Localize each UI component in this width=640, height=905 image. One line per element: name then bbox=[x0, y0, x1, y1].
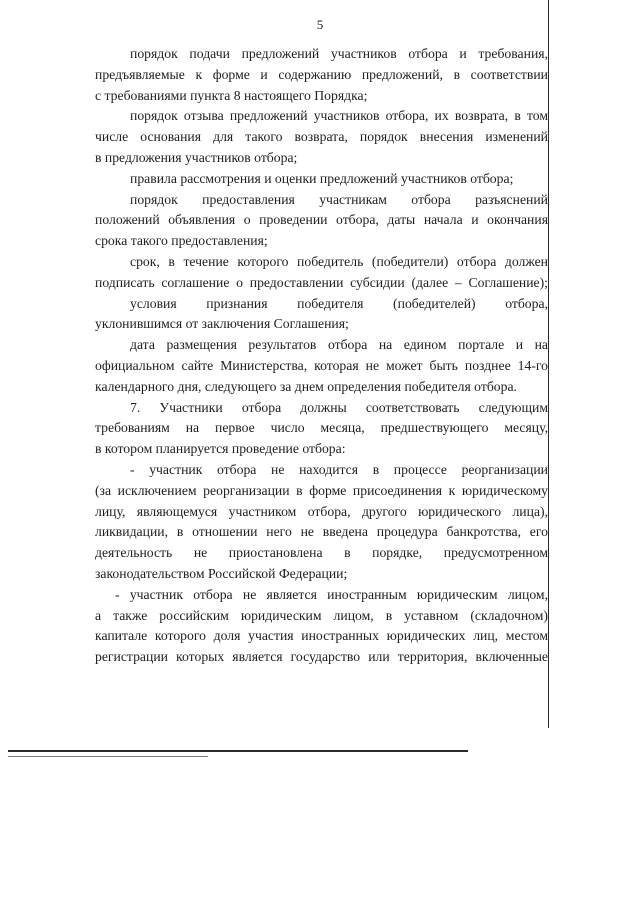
text-line: срок, в течение которого победитель (победители) отбора должен bbox=[130, 253, 548, 269]
paragraph bbox=[95, 294, 548, 336]
text-line: в предложения участников отбора; bbox=[95, 149, 298, 165]
text-line: дата размещения результатов отбора на едином портале и на bbox=[130, 337, 548, 353]
paragraph bbox=[95, 335, 548, 397]
text-line: уклонившимся от заключения Соглашения; bbox=[95, 316, 349, 332]
text-line: регистрации которых является государство или территория, включенные bbox=[95, 649, 548, 665]
text-line: (за исключением реорганизации в форме присоединения к юридическому bbox=[95, 482, 548, 498]
text-line: подписать соглашение о предоставлении субсидии (далее – Соглашение); bbox=[95, 274, 548, 290]
text-line: предъявляемые к форме и содержанию предложений, в соответствии bbox=[95, 66, 548, 82]
text-line: - участник отбора не находится в процессе реорганизации bbox=[130, 461, 548, 477]
text-line: с требованиями пункта 8 настоящего Порядка; bbox=[95, 87, 368, 103]
text-line: 7. Участники отбора должны соответствовать следующим bbox=[130, 399, 548, 415]
text-line: законодательством Российской Федерации; bbox=[95, 565, 348, 581]
text-line: порядок подачи предложений участников отбора и требования, bbox=[130, 46, 548, 61]
paragraph bbox=[95, 169, 548, 190]
text-line: - участник отбора не является иностранным юридическим лицом, bbox=[115, 586, 548, 602]
text-line: правила рассмотрения и оценки предложений участников отбора; bbox=[130, 170, 514, 186]
scan-edge-line bbox=[548, 0, 549, 728]
text-line: срока такого предоставления; bbox=[95, 233, 268, 249]
page-number: 5 bbox=[316, 17, 324, 32]
text-line: лицу, являющемуся участником отбора, другого юридического лица), bbox=[95, 503, 548, 519]
paragraph bbox=[95, 398, 548, 460]
paragraph bbox=[95, 585, 548, 668]
paragraph bbox=[95, 44, 548, 106]
text-line: порядок предоставления участникам отбора разъяснений bbox=[130, 191, 548, 207]
text-line: официальном сайте Министерства, которая не может быть позднее 14-го bbox=[95, 357, 548, 373]
text-line: деятельность не приостановлена в порядке, предусмотренном bbox=[95, 545, 548, 561]
text-line: календарного дня, следующего за днем определения победителя отбора. bbox=[95, 378, 517, 394]
text-line: в котором планируется проведение отбора: bbox=[95, 441, 346, 457]
text-line: условия признания победителя (победителей) отбора, bbox=[130, 295, 548, 311]
paragraph bbox=[95, 252, 548, 294]
bottom-rule bbox=[8, 750, 468, 752]
paragraph bbox=[95, 106, 548, 168]
text-line: ликвидации, в отношении него не введена процедура банкротства, его bbox=[95, 524, 548, 540]
text-line: числе основания для такого возврата, порядок внесения изменений bbox=[95, 129, 548, 145]
text-line: капитале которого доля участия иностранных юридических лиц, местом bbox=[95, 628, 548, 644]
paragraph bbox=[95, 190, 548, 252]
text-line: требованиям на первое число месяца, предшествующего месяцу, bbox=[95, 420, 548, 436]
text-line: а также российским юридическим лицом, в уставном (складочном) bbox=[95, 607, 548, 623]
text-line: положений объявления о проведении отбора, даты начала и окончания bbox=[95, 212, 548, 228]
text-line: порядок отзыва предложений участников отбора, их возврата, в том bbox=[130, 108, 548, 124]
document-body bbox=[95, 44, 548, 668]
bottom-rule-shadow bbox=[8, 756, 208, 757]
paragraph bbox=[95, 460, 548, 585]
